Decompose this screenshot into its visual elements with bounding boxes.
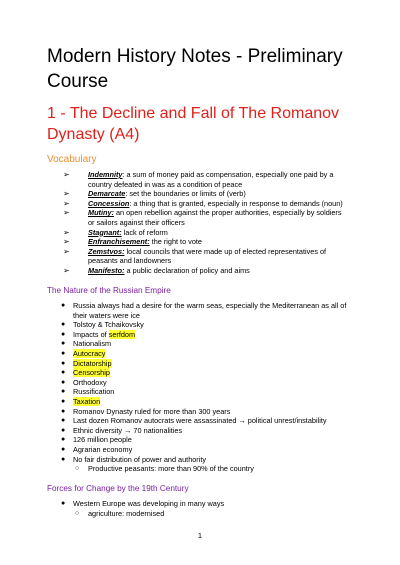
- vocabulary-list: [0, 170, 346, 276]
- highlighted-text: Autocracy: [73, 348, 106, 358]
- vocab-definition: a public declaration of policy and aims: [124, 265, 250, 275]
- arrow-bullet-icon: ➢: [63, 189, 70, 199]
- bullet-icon: ●: [61, 340, 66, 348]
- arrow-bullet-icon: ➢: [63, 246, 70, 256]
- list-item: ● Tolstoy & Tchaikovsky: [61, 320, 144, 330]
- list-item: ● Ethnic diversity → 70 nationalities: [61, 425, 183, 435]
- list-item: [0, 368, 351, 378]
- list-item: [0, 397, 351, 407]
- list-item: ● No fair distribution of power and authority: [61, 454, 207, 464]
- vocab-definition: : a thing that is granted, especially in response to demands (noun): [129, 198, 343, 208]
- bullet-icon: ●: [61, 359, 66, 367]
- highlighted-text: Censorship: [73, 368, 110, 378]
- vocab-definition: lack of reform: [121, 227, 168, 237]
- vocab-item: [0, 199, 346, 209]
- highlighted-text: serfdom: [108, 329, 136, 339]
- bullet-icon: ●: [61, 388, 66, 396]
- list-item: ● Romanov Dynasty ruled for more than 300 years: [61, 406, 231, 416]
- vocab-definition: the right to vote: [149, 237, 202, 247]
- vocab-definition: : set the boundaries or limits of (verb): [125, 189, 246, 199]
- hollow-bullet-icon: ○: [75, 465, 80, 473]
- bullet-icon: ●: [61, 445, 66, 453]
- page-title: Modern History Notes - Preliminary Course: [47, 46, 343, 92]
- vocab-item: [0, 247, 346, 266]
- arrow-bullet-icon: ➢: [63, 265, 70, 275]
- vocab-term: Demarcate: [88, 189, 126, 199]
- vocab-term: Stagnant:: [88, 227, 122, 237]
- bullet-icon: ●: [61, 455, 66, 463]
- page-number: 1: [197, 531, 203, 540]
- vocab-definition: : a sum of money paid as compensation, especially one paid by a country defeated in was as a condition of peace: [88, 170, 334, 189]
- bullet-icon: ●: [61, 407, 66, 415]
- section-heading: 1 - The Decline and Fall of The Romanov Dynasty (A4): [47, 105, 340, 143]
- arrow-bullet-icon: ➢: [63, 198, 70, 208]
- list-item: ● 126 million people: [61, 435, 132, 445]
- highlighted-text: Dictatorship: [73, 358, 112, 368]
- bullet-icon: ●: [61, 349, 66, 357]
- vocab-definition: local councils that were made up of elected representatives of peasants and landowners: [88, 246, 327, 266]
- list-item: ● Western Europe was developing in many ways: [61, 499, 225, 508]
- vocab-term: Concession: [88, 198, 130, 208]
- vocab-item: [0, 228, 346, 238]
- bullet-icon: ●: [61, 302, 66, 309]
- sub-list-item: ○ agriculture: modernised: [75, 508, 165, 518]
- list-item: ● Nationalism: [61, 339, 112, 349]
- vocab-item: [0, 208, 346, 227]
- list-item: ● Russification: [61, 387, 115, 397]
- arrow-bullet-icon: ➢: [63, 208, 70, 218]
- highlighted-text: Taxation: [73, 396, 101, 406]
- vocab-item: [0, 266, 346, 276]
- list-item: [0, 349, 351, 359]
- vocab-term: Enfranchisement:: [88, 237, 150, 247]
- bullet-icon: ●: [61, 397, 66, 405]
- vocab-item: [0, 189, 346, 199]
- vocab-item: [0, 170, 346, 189]
- arrow-bullet-icon: ➢: [63, 170, 70, 179]
- list-item: ● Russia always had a desire for the warm seas, especially the Mediterranean as all of their waters were ice: [61, 301, 347, 320]
- vocabulary-heading: Vocabulary: [47, 154, 97, 165]
- bullet-icon: ●: [61, 417, 66, 425]
- forces-heading: Forces for Change by the 19th Century: [47, 484, 189, 493]
- nature-list: [0, 301, 366, 474]
- vocab-term: Manifesto:: [88, 265, 125, 275]
- vocab-term: Zemstvos:: [88, 246, 125, 256]
- list-item: ● Agrarian economy: [61, 444, 133, 454]
- bullet-icon: ●: [61, 330, 66, 338]
- sub-list-item: ○ Productive peasants: more than 90% of the country: [75, 464, 254, 474]
- arrow-bullet-icon: ➢: [63, 237, 70, 247]
- bullet-icon: ●: [61, 321, 66, 329]
- bullet-icon: ●: [61, 369, 66, 377]
- nature-heading: The Nature of the Russian Empire: [47, 286, 171, 295]
- list-item: [0, 359, 351, 369]
- vocab-item: [0, 237, 346, 247]
- bullet-icon: ●: [61, 378, 66, 386]
- vocab-definition: an open rebellion against the proper authorities, especially by soldiers or sailors against their officers: [88, 208, 342, 227]
- arrow-bullet-icon: ➢: [63, 227, 70, 237]
- bullet-icon: ●: [61, 500, 66, 507]
- list-item: ● Last dozen Romanov autocrats were assassinated → political unrest/instability: [61, 416, 327, 426]
- list-item: ● Orthodoxy: [61, 377, 107, 387]
- hollow-bullet-icon: ○: [75, 509, 80, 517]
- bullet-icon: ●: [61, 426, 66, 434]
- vocab-term: Indemnity: [88, 170, 123, 179]
- bullet-icon: ●: [61, 436, 66, 444]
- forces-list: [0, 499, 366, 518]
- vocab-term: Mutiny:: [88, 208, 114, 218]
- list-item: ● Impacts of serfdom: [61, 329, 136, 339]
